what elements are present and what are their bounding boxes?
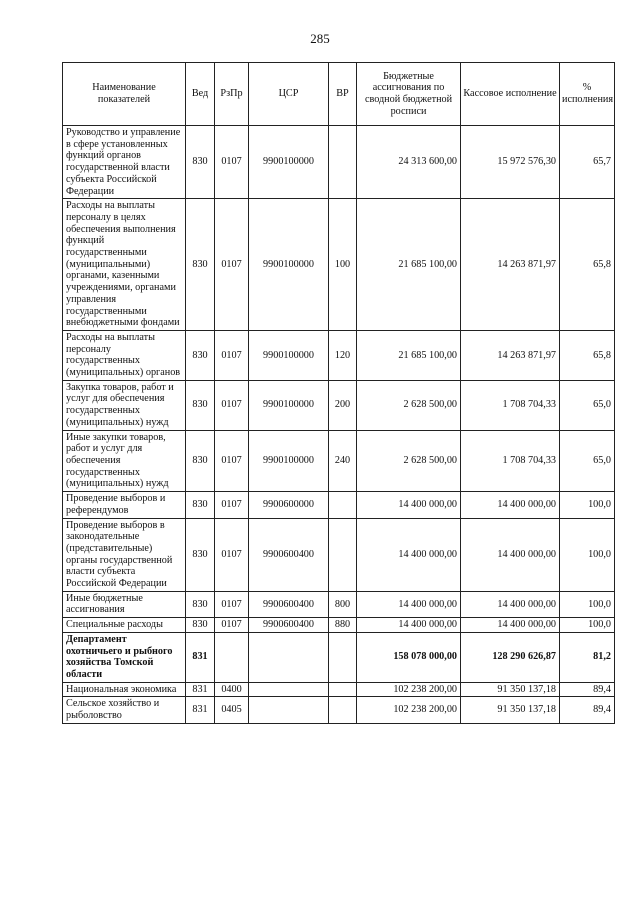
cell-vr (329, 126, 357, 199)
header-vr: ВР (329, 63, 357, 126)
cell-budget: 102 238 200,00 (357, 697, 461, 723)
cell-budget: 14 400 000,00 (357, 591, 461, 617)
table-row (63, 618, 615, 633)
cell-budget: 21 685 100,00 (357, 199, 461, 331)
cell-ved: 830 (186, 126, 215, 199)
cell-csr (249, 697, 329, 723)
cell-rzpr: 0400 (215, 682, 249, 697)
cell-rzpr: 0107 (215, 126, 249, 199)
cell-cash: 14 400 000,00 (461, 518, 560, 591)
cell-cash: 14 263 871,97 (461, 330, 560, 380)
cell-cash: 14 263 871,97 (461, 199, 560, 331)
table-body (63, 126, 615, 724)
cell-vr (329, 682, 357, 697)
cell-percent: 100,0 (560, 518, 615, 591)
cell-rzpr: 0107 (215, 492, 249, 518)
cell-ved: 831 (186, 632, 215, 682)
budget-execution-table (62, 62, 615, 724)
table-row (63, 697, 615, 723)
cell-csr: 9900100000 (249, 430, 329, 492)
cell-vr: 880 (329, 618, 357, 633)
cell-ved: 831 (186, 682, 215, 697)
cell-cash: 128 290 626,87 (461, 632, 560, 682)
cell-ved: 830 (186, 380, 215, 430)
cell-budget: 21 685 100,00 (357, 330, 461, 380)
cell-ved: 830 (186, 591, 215, 617)
cell-ved: 830 (186, 430, 215, 492)
cell-percent: 65,7 (560, 126, 615, 199)
cell-vr: 120 (329, 330, 357, 380)
cell-name: Департамент охотничьего и рыбного хозяйства Томской области (63, 632, 186, 682)
table-row (63, 682, 615, 697)
header-percent: % исполнения (560, 63, 615, 126)
cell-ved: 830 (186, 518, 215, 591)
cell-vr (329, 518, 357, 591)
cell-cash: 91 350 137,18 (461, 697, 560, 723)
cell-csr: 9900600400 (249, 618, 329, 633)
cell-csr: 9900600400 (249, 591, 329, 617)
cell-budget: 2 628 500,00 (357, 380, 461, 430)
cell-name: Национальная экономика (63, 682, 186, 697)
header-budget: Бюджетные ассигнования по сводной бюджетной росписи (357, 63, 461, 126)
cell-rzpr: 0107 (215, 430, 249, 492)
cell-vr: 100 (329, 199, 357, 331)
cell-ved: 830 (186, 199, 215, 331)
cell-rzpr (215, 632, 249, 682)
table-row (63, 430, 615, 492)
cell-name: Специальные расходы (63, 618, 186, 633)
cell-percent: 65,8 (560, 330, 615, 380)
cell-budget: 158 078 000,00 (357, 632, 461, 682)
cell-budget: 14 400 000,00 (357, 492, 461, 518)
cell-csr: 9900100000 (249, 380, 329, 430)
cell-percent: 100,0 (560, 591, 615, 617)
table-row (63, 492, 615, 518)
cell-rzpr: 0107 (215, 380, 249, 430)
cell-vr: 200 (329, 380, 357, 430)
cell-name: Иные бюджетные ассигнования (63, 591, 186, 617)
header-ved: Вед (186, 63, 215, 126)
cell-cash: 14 400 000,00 (461, 492, 560, 518)
cell-csr: 9900600000 (249, 492, 329, 518)
table-header-row (63, 63, 615, 126)
table-row (63, 199, 615, 331)
table-row (63, 632, 615, 682)
cell-name: Проведение выборов в законодательные (представительные) органы государственной власти субъекта Российской Федерации (63, 518, 186, 591)
cell-name: Сельское хозяйство и рыболовство (63, 697, 186, 723)
cell-vr (329, 492, 357, 518)
cell-percent: 100,0 (560, 492, 615, 518)
header-cash: Кассовое исполнение (461, 63, 560, 126)
cell-percent: 65,8 (560, 199, 615, 331)
cell-cash: 1 708 704,33 (461, 430, 560, 492)
cell-csr (249, 682, 329, 697)
cell-budget: 2 628 500,00 (357, 430, 461, 492)
cell-cash: 1 708 704,33 (461, 380, 560, 430)
cell-ved: 830 (186, 330, 215, 380)
page-number: 285 (310, 31, 330, 46)
cell-cash: 14 400 000,00 (461, 591, 560, 617)
cell-name: Проведение выборов и референдумов (63, 492, 186, 518)
table-row (63, 126, 615, 199)
cell-vr (329, 632, 357, 682)
cell-rzpr: 0107 (215, 330, 249, 380)
cell-rzpr: 0107 (215, 591, 249, 617)
header-name: Наименование показателей (63, 63, 186, 126)
cell-name: Закупка товаров, работ и услуг для обеспечения государственных (муниципальных) нужд (63, 380, 186, 430)
cell-name: Руководство и управление в сфере установленных функций органов государственной власти субъекта Российской Федерации (63, 126, 186, 199)
cell-rzpr: 0107 (215, 618, 249, 633)
cell-budget: 102 238 200,00 (357, 682, 461, 697)
cell-vr (329, 697, 357, 723)
cell-cash: 15 972 576,30 (461, 126, 560, 199)
cell-percent: 81,2 (560, 632, 615, 682)
cell-percent: 65,0 (560, 380, 615, 430)
cell-csr: 9900100000 (249, 199, 329, 331)
cell-percent: 89,4 (560, 697, 615, 723)
cell-budget: 14 400 000,00 (357, 618, 461, 633)
cell-ved: 830 (186, 618, 215, 633)
cell-percent: 100,0 (560, 618, 615, 633)
table-row (63, 330, 615, 380)
cell-percent: 65,0 (560, 430, 615, 492)
cell-name: Расходы на выплаты персоналу государственных (муниципальных) органов (63, 330, 186, 380)
cell-rzpr: 0405 (215, 697, 249, 723)
header-rzpr: РзПр (215, 63, 249, 126)
cell-csr: 9900100000 (249, 330, 329, 380)
cell-rzpr: 0107 (215, 518, 249, 591)
cell-budget: 14 400 000,00 (357, 518, 461, 591)
cell-percent: 89,4 (560, 682, 615, 697)
table-row (63, 380, 615, 430)
cell-name: Расходы на выплаты персоналу в целях обеспечения выполнения функций государственными (муниципальными) органами, казенными учреждениями, органами управления государственными внебюджетными фондами (63, 199, 186, 331)
cell-ved: 830 (186, 492, 215, 518)
cell-name: Иные закупки товаров, работ и услуг для обеспечения государственных (муниципальных) нужд (63, 430, 186, 492)
cell-csr (249, 632, 329, 682)
header-csr: ЦСР (249, 63, 329, 126)
table-row (63, 518, 615, 591)
cell-cash: 91 350 137,18 (461, 682, 560, 697)
cell-vr: 800 (329, 591, 357, 617)
cell-vr: 240 (329, 430, 357, 492)
cell-rzpr: 0107 (215, 199, 249, 331)
cell-csr: 9900600400 (249, 518, 329, 591)
cell-cash: 14 400 000,00 (461, 618, 560, 633)
cell-ved: 831 (186, 697, 215, 723)
cell-budget: 24 313 600,00 (357, 126, 461, 199)
cell-csr: 9900100000 (249, 126, 329, 199)
table-row (63, 591, 615, 617)
